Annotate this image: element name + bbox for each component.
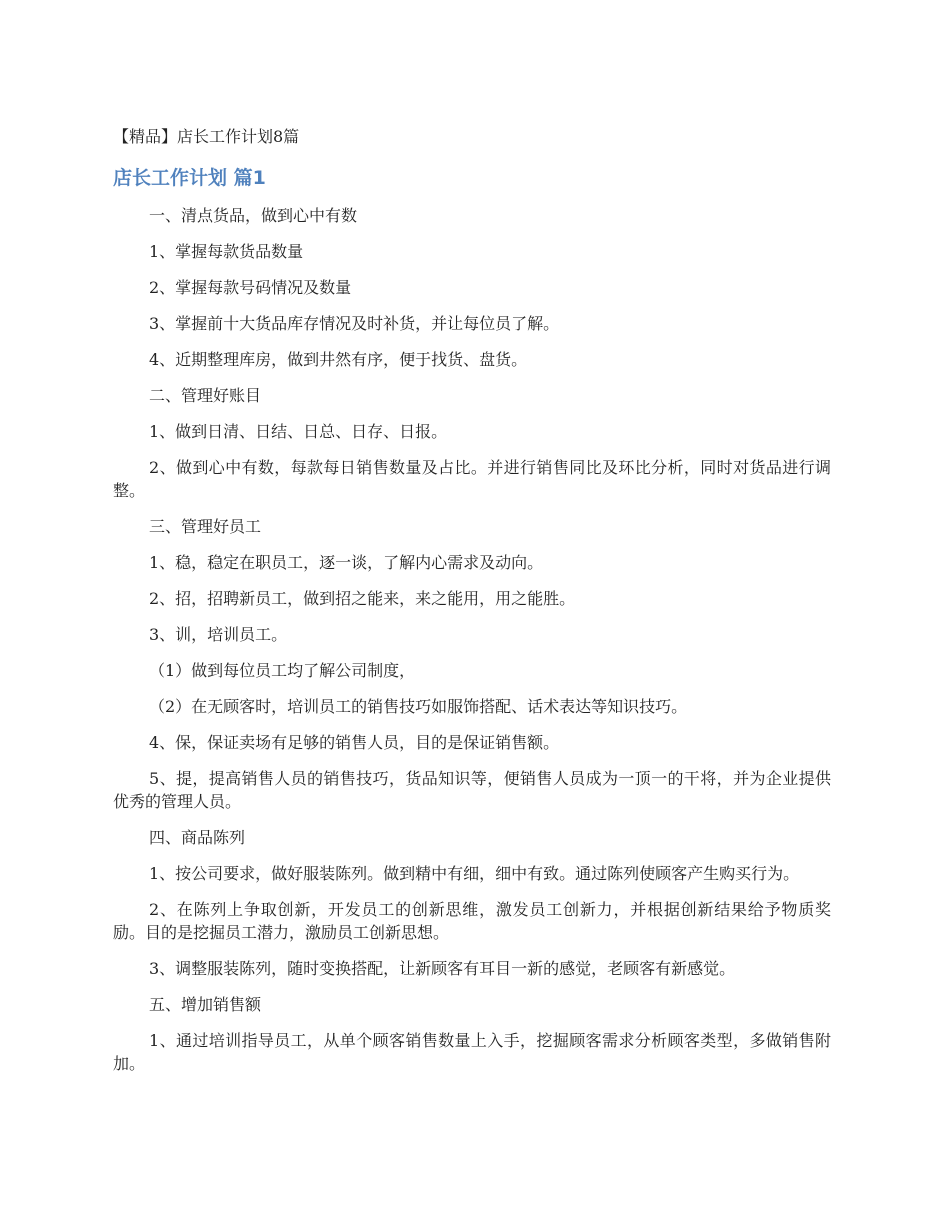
paragraph: 3、掌握前十大货品库存情况及时补货，并让每位员了解。: [149, 314, 560, 333]
paragraph: 1、稳，稳定在职员工，逐一谈，了解内心需求及动向。: [149, 553, 544, 572]
paragraph: 2、在陈列上争取创新，开发员工的创新思维，激发员工创新力，并根据创新结果给予物质奖励。目的是挖掘员工潜力，激励员工创新思想。: [113, 900, 831, 942]
paragraph: 三、管理好员工: [149, 517, 262, 536]
paragraph: 4、近期整理库房，做到井然有序，便于找货、盘货。: [149, 350, 528, 369]
paragraph: （2）在无顾客时，培训员工的销售技巧如服饰搭配、话术表达等知识技巧。: [149, 697, 688, 716]
paragraph: 2、招，招聘新员工，做到招之能来，来之能用，用之能胜。: [149, 589, 576, 608]
paragraph: 2、做到心中有数，每款每日销售数量及占比。并进行销售同比及环比分析，同时对货品进行调整。: [113, 458, 831, 500]
paragraph: 五、增加销售额: [149, 995, 262, 1014]
paragraph: （1）做到每位员工均了解公司制度，: [149, 661, 416, 680]
paragraph: 2、掌握每款号码情况及数量: [149, 278, 352, 297]
document-title: 【精品】店长工作计划8篇: [113, 127, 300, 146]
paragraph: 1、按公司要求，做好服装陈列。做到精中有细，细中有致。通过陈列使顾客产生购买行为。: [149, 864, 800, 883]
paragraph: 一、清点货品，做到心中有数: [149, 206, 358, 225]
paragraph: 四、商品陈列: [149, 828, 246, 847]
paragraph: 4、保，保证卖场有足够的销售人员，目的是保证销售额。: [149, 733, 560, 752]
paragraph: 1、通过培训指导员工，从单个顾客销售数量上入手，挖掘顾客需求分析顾客类型，多做销售附加。: [113, 1031, 831, 1073]
paragraph: 3、调整服装陈列，随时变换搭配，让新顾客有耳目一新的感觉，老顾客有新感觉。: [149, 959, 736, 978]
paragraph: 1、做到日清、日结、日总、日存、日报。: [149, 422, 448, 441]
paragraph: 二、管理好账目: [149, 386, 262, 405]
document-body: [113, 204, 831, 1088]
section-heading: 店长工作计划 篇1: [113, 167, 266, 189]
paragraph: 5、提，提高销售人员的销售技巧，货品知识等，便销售人员成为一顶一的干将，并为企业提供优秀的管理人员。: [113, 769, 831, 811]
paragraph: 1、掌握每款货品数量: [149, 242, 304, 261]
paragraph: 3、训，培训员工。: [149, 625, 288, 644]
